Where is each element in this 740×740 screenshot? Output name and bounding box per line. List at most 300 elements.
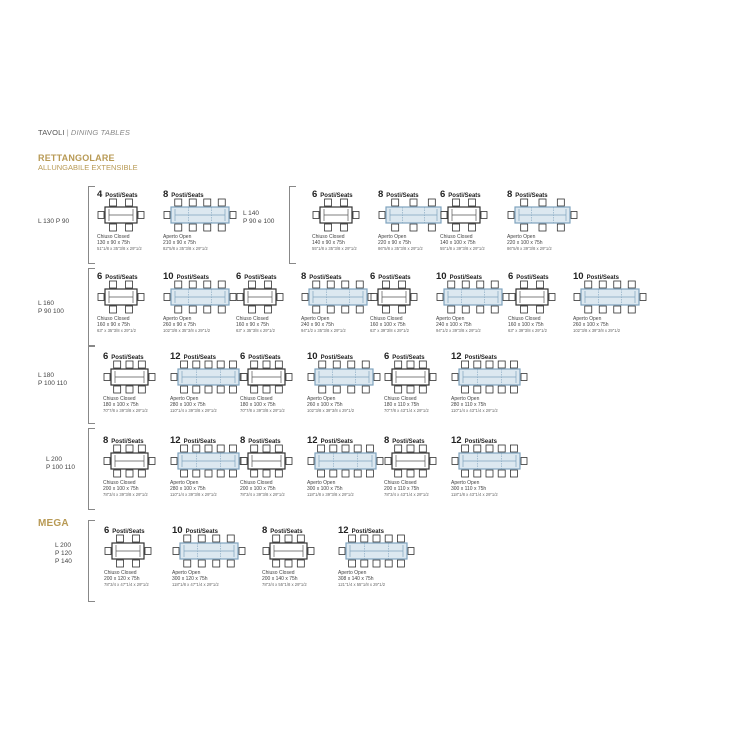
- chair-icon: [574, 294, 580, 301]
- table-diagram: [307, 358, 385, 396]
- chair-icon: [104, 458, 110, 465]
- chair-icon: [342, 470, 349, 477]
- chair-icon: [356, 281, 363, 288]
- table-state: Chiuso Closed: [384, 480, 417, 486]
- chair-icon: [308, 374, 314, 381]
- table-diagram: [170, 442, 248, 480]
- seat-label: Posti/Seats: [270, 529, 303, 535]
- chair-icon: [452, 374, 458, 381]
- chair-icon: [263, 386, 270, 393]
- seat-label: Posti/Seats: [183, 355, 216, 361]
- row-label-l160: [38, 300, 64, 316]
- chair-icon: [229, 386, 236, 393]
- chair-icon: [138, 294, 144, 301]
- chair-icon: [149, 374, 155, 381]
- table-caption: [236, 316, 275, 335]
- chair-icon: [251, 470, 258, 477]
- seat-label: Posti/Seats: [171, 193, 204, 199]
- chair-icon: [205, 386, 212, 393]
- chair-icon: [227, 535, 234, 542]
- chair-icon: [371, 294, 377, 301]
- seat-number: 8: [240, 435, 246, 446]
- table-dimensions-imperial: 94"1/2 x 35"3/8 x 29"1/2: [301, 328, 346, 334]
- seat-label: Posti/Seats: [392, 439, 425, 445]
- chair-icon: [149, 458, 155, 465]
- table-config-closed: [240, 346, 310, 424]
- table-caption: [307, 480, 354, 499]
- table-config-open: [507, 184, 577, 262]
- chair-icon: [539, 199, 546, 206]
- chair-icon: [277, 294, 283, 301]
- row-bracket: [88, 428, 95, 510]
- seat-label: Posti/Seats: [320, 193, 353, 199]
- table-config-closed: [97, 184, 167, 262]
- chair-icon: [585, 306, 592, 313]
- table-config-open: [436, 266, 506, 344]
- table-config-closed: [103, 346, 173, 424]
- seat-label: Posti/Seats: [176, 275, 209, 281]
- chair-icon: [184, 560, 191, 567]
- table-dimensions-imperial: 78"3/4 x 39"3/8 x 29"1/2: [240, 492, 285, 498]
- chair-icon: [339, 548, 345, 555]
- chair-icon: [286, 374, 292, 381]
- row-label-l140: [243, 210, 274, 226]
- chair-icon: [275, 470, 282, 477]
- chair-icon: [362, 386, 369, 393]
- chair-icon: [237, 294, 243, 301]
- row-bracket: [289, 186, 296, 264]
- table-dimensions-imperial: 78"3/4 x 39"3/8 x 29"1/2: [103, 492, 148, 498]
- chair-icon: [138, 386, 145, 393]
- chair-icon: [614, 306, 621, 313]
- chair-icon: [399, 306, 406, 313]
- seat-number: 6: [240, 351, 246, 362]
- table-state: Chiuso Closed: [97, 234, 130, 240]
- table-dimensions: 300 x 110 x 75h: [451, 486, 487, 493]
- seat-number: 6: [440, 189, 446, 200]
- seat-label: Posti/Seats: [464, 355, 497, 361]
- table-config-open: [451, 430, 521, 508]
- chair-icon: [498, 386, 505, 393]
- row-label-line: P 140: [55, 558, 72, 565]
- chair-icon: [181, 445, 188, 452]
- chair-icon: [399, 281, 406, 288]
- chair-icon: [342, 445, 349, 452]
- table-config-closed: [97, 266, 167, 344]
- chair-icon: [537, 281, 544, 288]
- chair-icon: [204, 306, 211, 313]
- chair-icon: [453, 199, 460, 206]
- table-state: Chiuso Closed: [508, 316, 541, 322]
- chair-icon: [469, 224, 476, 231]
- table-state: Aperto Open: [163, 316, 192, 322]
- table-dimensions: 160 x 90 x 75h: [97, 322, 130, 329]
- chair-icon: [477, 306, 484, 313]
- header-separator: |: [66, 128, 69, 137]
- chair-icon: [599, 306, 606, 313]
- seat-number: 6: [97, 271, 103, 282]
- chair-icon: [397, 560, 404, 567]
- chair-icon: [411, 294, 417, 301]
- table-state: Aperto Open: [378, 234, 407, 240]
- chair-icon: [377, 458, 383, 465]
- chair-icon: [383, 281, 390, 288]
- chair-icon: [110, 199, 117, 206]
- chair-icon: [126, 361, 133, 368]
- seat-label: Posti/Seats: [111, 355, 144, 361]
- chair-icon: [239, 548, 245, 555]
- chair-icon: [126, 199, 133, 206]
- seat-label: Posti/Seats: [515, 193, 548, 199]
- chair-icon: [407, 361, 414, 368]
- table-caption: [172, 570, 219, 589]
- chair-icon: [521, 458, 527, 465]
- table-dimensions: 180 x 100 x 75h: [103, 402, 139, 409]
- table-caption: [507, 234, 552, 253]
- table-state: Chiuso Closed: [240, 396, 273, 402]
- chair-icon: [410, 224, 417, 231]
- table-dimensions-imperial: 51"1/8 x 35"3/8 x 29"1/2: [97, 246, 142, 252]
- chair-icon: [138, 445, 145, 452]
- table-caption: [103, 396, 148, 415]
- chair-icon: [379, 212, 385, 219]
- table-state: Aperto Open: [338, 570, 367, 576]
- chair-icon: [585, 281, 592, 288]
- seat-label: Posti/Seats: [244, 275, 277, 281]
- table-config-closed: [384, 430, 454, 508]
- seat-label: Posti/Seats: [248, 355, 281, 361]
- table-diagram: [573, 278, 651, 316]
- chair-icon: [509, 294, 515, 301]
- table-state: Chiuso Closed: [312, 234, 345, 240]
- catalog-header: [38, 128, 130, 137]
- table-dimensions: 200 x 100 x 75h: [240, 486, 276, 493]
- chair-icon: [189, 306, 196, 313]
- chair-icon: [486, 386, 493, 393]
- seat-number: 6: [508, 271, 514, 282]
- seat-label: Posti/Seats: [183, 439, 216, 445]
- chair-icon: [229, 361, 236, 368]
- table-dimensions-imperial: 70"7/8 x 39"3/8 x 29"1/2: [240, 408, 285, 414]
- table-dimensions: 240 x 90 x 75h: [301, 322, 334, 329]
- table-state: Chiuso Closed: [236, 316, 269, 322]
- chair-icon: [175, 281, 182, 288]
- table-dimensions: 220 x 100 x 75h: [507, 240, 543, 247]
- table-diagram: [307, 442, 385, 480]
- table-config-open: [307, 430, 377, 508]
- chair-icon: [114, 445, 121, 452]
- chair-icon: [341, 224, 348, 231]
- chair-icon: [249, 306, 256, 313]
- table-state: Chiuso Closed: [104, 570, 137, 576]
- chair-icon: [263, 445, 270, 452]
- table-diagram: [170, 358, 248, 396]
- seat-label: Posti/Seats: [386, 193, 419, 199]
- chair-icon: [640, 294, 646, 301]
- seat-number: 8: [163, 189, 169, 200]
- table-state: Chiuso Closed: [103, 480, 136, 486]
- table-caption: [163, 316, 210, 335]
- seat-number: 6: [370, 271, 376, 282]
- chair-icon: [265, 306, 272, 313]
- chair-icon: [171, 374, 177, 381]
- chair-icon: [430, 458, 436, 465]
- section-subtitle-extensible: ALLUNGABILE EXTENSIBLE: [38, 163, 138, 172]
- row-label-line: P 100 110: [38, 380, 68, 387]
- seat-number: 10: [307, 351, 318, 362]
- chair-icon: [508, 212, 514, 219]
- table-dimensions-imperial: 118"1/8 x 39"3/8 x 29"1/2: [307, 492, 354, 498]
- chair-icon: [229, 470, 236, 477]
- chair-icon: [407, 470, 414, 477]
- table-config-open: [170, 430, 240, 508]
- table-caption: [508, 316, 547, 335]
- chair-icon: [110, 281, 117, 288]
- table-config-open: [307, 346, 377, 424]
- table-dimensions: 308 x 140 x 75h: [338, 576, 374, 583]
- table-config-open: [378, 184, 448, 262]
- table-dimensions-imperial: 86"5/8 x 35"3/8 x 29"1/2: [378, 246, 423, 252]
- seat-number: 6: [104, 525, 110, 536]
- table-dimensions-imperial: 110"1/4 x 39"3/8 x 29"1/2: [170, 408, 217, 414]
- table-caption: [163, 234, 208, 253]
- seat-label: Posti/Seats: [516, 275, 549, 281]
- table-state: Chiuso Closed: [262, 570, 295, 576]
- chair-icon: [205, 445, 212, 452]
- chair-icon: [521, 224, 528, 231]
- row-label-line: L 200: [55, 542, 72, 549]
- chair-icon: [327, 306, 334, 313]
- table-caption: [451, 480, 498, 499]
- chair-icon: [227, 560, 234, 567]
- chair-icon: [333, 386, 340, 393]
- chair-icon: [133, 560, 140, 567]
- table-caption: [170, 396, 217, 415]
- table-dimensions: 300 x 100 x 75h: [307, 486, 343, 493]
- chair-icon: [557, 224, 564, 231]
- table-dimensions-imperial: 63" x 39"3/8 x 29"1/2: [508, 328, 547, 334]
- seat-label: Posti/Seats: [105, 275, 138, 281]
- chair-icon: [419, 386, 426, 393]
- seat-number: 12: [170, 435, 181, 446]
- seat-number: 8: [103, 435, 109, 446]
- chair-icon: [521, 306, 528, 313]
- chair-icon: [175, 224, 182, 231]
- table-diagram: [163, 196, 241, 234]
- table-caption: [97, 234, 142, 253]
- chair-icon: [510, 445, 517, 452]
- table-caption: [97, 316, 136, 335]
- chair-icon: [265, 281, 272, 288]
- table-caption: [312, 234, 357, 253]
- chair-icon: [349, 560, 356, 567]
- chair-icon: [521, 281, 528, 288]
- chair-icon: [491, 281, 498, 288]
- chair-icon: [486, 470, 493, 477]
- chair-icon: [481, 212, 487, 219]
- chair-icon: [407, 386, 414, 393]
- row-bracket: [88, 186, 95, 264]
- table-diagram: [507, 196, 585, 234]
- chair-icon: [126, 281, 133, 288]
- table-config-closed: [384, 346, 454, 424]
- chair-icon: [126, 445, 133, 452]
- chair-icon: [249, 281, 256, 288]
- chair-icon: [462, 386, 469, 393]
- table-dimensions-imperial: 63" x 35"3/8 x 29"1/2: [236, 328, 275, 334]
- seat-label: Posti/Seats: [586, 275, 619, 281]
- table-state: Aperto Open: [573, 316, 602, 322]
- table-diagram: [436, 278, 514, 316]
- table-caption: [240, 396, 285, 415]
- table-state: Aperto Open: [307, 396, 336, 402]
- table-dimensions-imperial: 102"3/8 x 39"3/8 x 29"1/2: [573, 328, 621, 334]
- chair-icon: [486, 361, 493, 368]
- chair-icon: [263, 361, 270, 368]
- table-caption: [104, 570, 149, 589]
- chair-icon: [366, 470, 373, 477]
- table-caption: [573, 316, 620, 335]
- header-subtitle: DINING TABLES: [70, 128, 131, 137]
- chair-icon: [218, 199, 225, 206]
- table-dimensions-imperial: 102"3/8 x 35"3/8 x 29"1/2: [163, 328, 211, 334]
- chair-icon: [462, 281, 469, 288]
- table-config-closed: [236, 266, 306, 344]
- chair-icon: [462, 445, 469, 452]
- chair-icon: [385, 458, 391, 465]
- chair-icon: [557, 199, 564, 206]
- table-caption: [384, 480, 429, 499]
- chair-icon: [452, 458, 458, 465]
- chair-icon: [205, 361, 212, 368]
- chair-icon: [521, 374, 527, 381]
- chair-icon: [628, 281, 635, 288]
- chair-icon: [419, 470, 426, 477]
- chair-icon: [366, 445, 373, 452]
- chair-icon: [348, 386, 355, 393]
- seat-number: 10: [573, 271, 584, 282]
- seat-number: 10: [436, 271, 447, 282]
- chair-icon: [117, 535, 124, 542]
- table-dimensions-imperial: 118"1/8 x 47"1/4 x 29"1/2: [172, 582, 219, 588]
- chair-icon: [448, 281, 455, 288]
- chair-icon: [308, 458, 314, 465]
- chair-icon: [173, 548, 179, 555]
- table-state: Chiuso Closed: [97, 316, 130, 322]
- seat-number: 12: [451, 351, 462, 362]
- table-state: Aperto Open: [307, 480, 336, 486]
- chair-icon: [218, 281, 225, 288]
- seat-label: Posti/Seats: [449, 275, 482, 281]
- table-dimensions: 220 x 90 x 75h: [378, 240, 411, 247]
- seat-number: 8: [378, 189, 384, 200]
- table-config-closed: [103, 430, 173, 508]
- chair-icon: [133, 535, 140, 542]
- chair-icon: [198, 535, 205, 542]
- table-config-open: [170, 346, 240, 424]
- chair-icon: [204, 224, 211, 231]
- table-dimensions-imperial: 70"7/8 x 43"1/4 x 29"1/2: [384, 408, 429, 414]
- table-caption: [338, 570, 385, 589]
- chair-icon: [397, 535, 404, 542]
- table-dimensions: 160 x 100 x 75h: [508, 322, 544, 329]
- table-config-closed: [104, 520, 174, 598]
- table-config-open: [172, 520, 242, 598]
- table-dimensions: 180 x 110 x 75h: [384, 402, 420, 409]
- table-config-closed: [312, 184, 382, 262]
- chair-icon: [313, 281, 320, 288]
- chair-icon: [428, 224, 435, 231]
- section-title-rettangolare: RETTANGOLARE: [38, 153, 115, 163]
- chair-icon: [395, 361, 402, 368]
- table-config-open: [163, 266, 233, 344]
- seat-number: 12: [307, 435, 318, 446]
- table-dimensions-imperial: 55"1/8 x 35"3/8 x 29"1/2: [312, 246, 357, 252]
- table-dimensions-imperial: 102"3/8 x 39"3/8 x 29"1/2: [307, 408, 355, 414]
- chair-icon: [275, 361, 282, 368]
- chair-icon: [105, 548, 111, 555]
- chair-icon: [193, 445, 200, 452]
- chair-icon: [392, 224, 399, 231]
- seat-label: Posti/Seats: [111, 439, 144, 445]
- table-caption: [240, 480, 285, 499]
- chair-icon: [354, 445, 361, 452]
- table-caption: [384, 396, 429, 415]
- table-config-closed: [440, 184, 513, 262]
- chair-icon: [286, 458, 292, 465]
- chair-icon: [469, 199, 476, 206]
- chair-icon: [510, 361, 517, 368]
- table-state: Aperto Open: [451, 480, 480, 486]
- chair-icon: [330, 470, 337, 477]
- seat-label: Posti/Seats: [378, 275, 411, 281]
- seat-number: 8: [262, 525, 268, 536]
- chair-icon: [251, 445, 258, 452]
- table-state: Aperto Open: [170, 480, 199, 486]
- seat-number: 12: [338, 525, 349, 536]
- table-dimensions: 140 x 100 x 75h: [440, 240, 476, 247]
- table-state: Chiuso Closed: [440, 234, 473, 240]
- chair-icon: [217, 445, 224, 452]
- chair-icon: [193, 386, 200, 393]
- chair-icon: [193, 361, 200, 368]
- seat-label: Posti/Seats: [105, 193, 138, 199]
- chair-icon: [348, 361, 355, 368]
- chair-icon: [628, 306, 635, 313]
- chair-icon: [273, 560, 280, 567]
- chair-icon: [361, 560, 368, 567]
- chair-icon: [498, 361, 505, 368]
- table-state: Aperto Open: [163, 234, 192, 240]
- chair-icon: [213, 560, 220, 567]
- table-dimensions-imperial: 94"1/2 x 39"3/8 x 29"1/2: [436, 328, 481, 334]
- seat-label: Posti/Seats: [185, 529, 218, 535]
- chair-icon: [313, 212, 319, 219]
- chair-icon: [198, 560, 205, 567]
- chair-icon: [175, 199, 182, 206]
- chair-icon: [241, 374, 247, 381]
- table-state: Aperto Open: [170, 396, 199, 402]
- chair-icon: [213, 535, 220, 542]
- chair-icon: [395, 386, 402, 393]
- table-state: Aperto Open: [507, 234, 536, 240]
- table-config-closed: [240, 430, 310, 508]
- seat-number: 10: [163, 271, 174, 282]
- row-label-l180: [38, 372, 67, 388]
- chair-icon: [318, 445, 325, 452]
- table-dimensions: 240 x 100 x 75h: [436, 322, 472, 329]
- table-dimensions-imperial: 70"7/8 x 39"3/8 x 29"1/2: [103, 408, 148, 414]
